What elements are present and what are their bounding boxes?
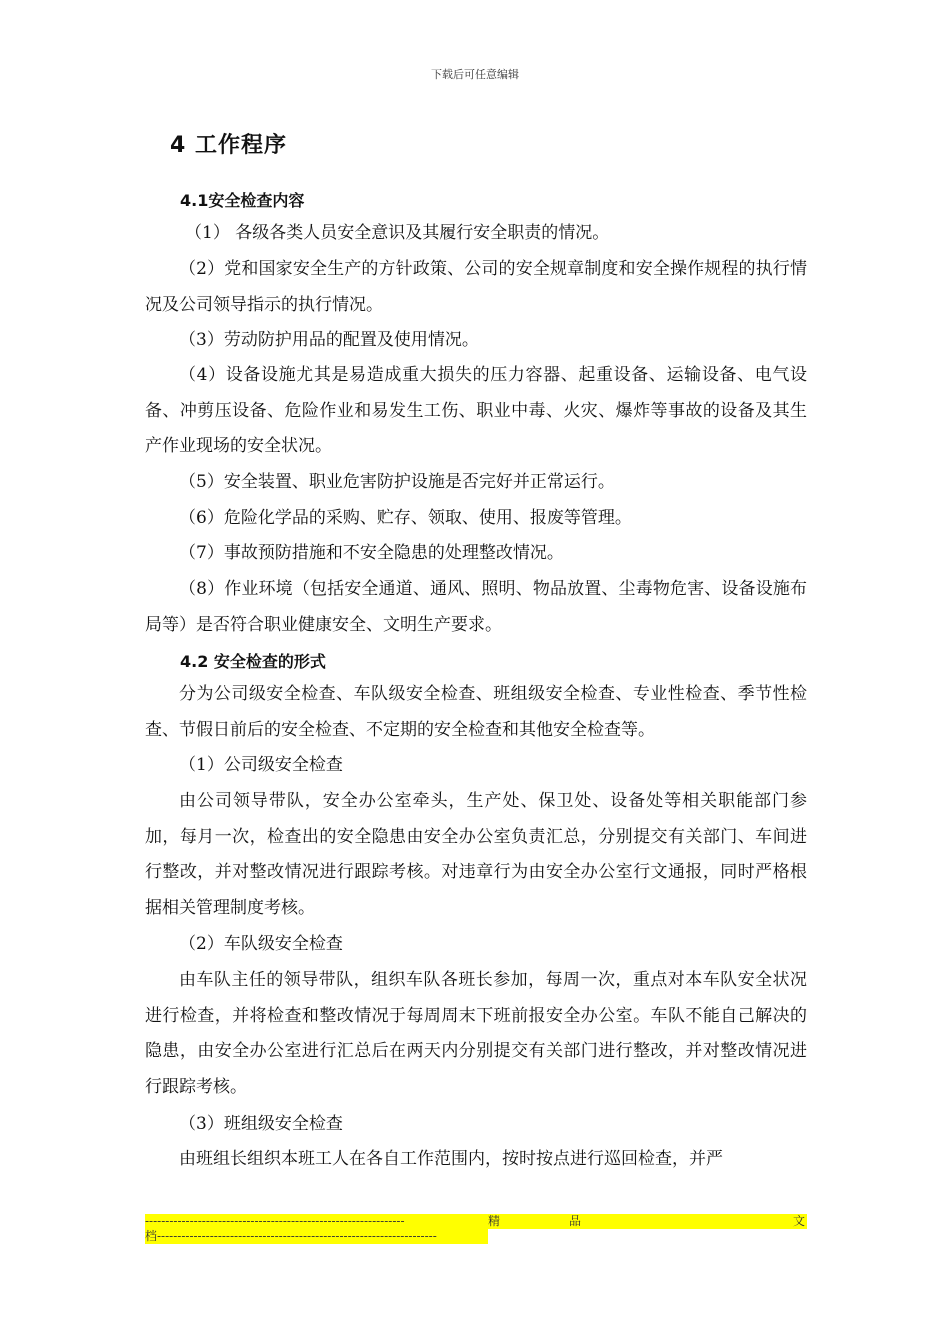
list-item: （6）危险化学品的采购、贮存、领取、使用、报废等管理。 [179, 508, 632, 528]
list-item: （1） 各级各类人员安全意识及其履行安全职责的情况。 [185, 223, 610, 243]
subsection-title-4-1: 4.1安全检查内容 [180, 191, 305, 210]
footer-char: 精 [488, 1214, 501, 1228]
form-3-body: 由班组长组织本班工人在各自工作范围内，按时按点进行巡回检查，并严 [179, 1149, 723, 1169]
form-3-title: （3）班组级安全检查 [179, 1114, 343, 1134]
form-1-title: （1）公司级安全检查 [179, 755, 343, 775]
footer-highlight-line-2 [145, 1229, 488, 1244]
list-item: （2）党和国家安全生产的方针政策、公司的安全规章制度和安全操作规程的执行情况及公司领导指示的执行情况。 [145, 259, 807, 315]
footer-line-2: 档--------------------------------------------------------------------- [145, 1229, 437, 1243]
footer-char: 品 [569, 1214, 582, 1228]
forms-intro: 分为公司级安全检查、车队级安全检查、班组级安全检查、专业性检查、季节性检查、节假日前后的安全检查、不定期的安全检查和其他安全检查等。 [145, 684, 807, 740]
list-item: （8）作业环境（包括安全通道、通风、照明、物品放置、尘毒物危害、设备设施布局等）是否符合职业健康安全、文明生产要求。 [145, 579, 807, 635]
footer-char: 文 [793, 1214, 806, 1228]
form-1-body: 由公司领导带队，安全办公室牵头，生产处、保卫处、设备处等相关职能部门参加，每月一次，检查出的安全隐患由安全办公室负责汇总，分别提交有关部门、车间进行整改，并对整改情况进行跟踪考核。对违章行为由安全办公室行文通报，同时严格根据相关管理制度考核。 [145, 791, 807, 918]
list-item: （3）劳动防护用品的配置及使用情况。 [179, 330, 479, 350]
form-2-title: （2）车队级安全检查 [179, 934, 343, 954]
list-item: （4）设备设施尤其是易造成重大损失的压力容器、起重设备、运输设备、电气设备、冲剪压设备、危险作业和易发生工伤、职业中毒、火灾、爆炸等事故的设备及其生产作业现场的安全状况。 [145, 365, 807, 456]
form-2-body: 由车队主任的领导带队，组织车队各班长参加，每周一次，重点对本车队安全状况进行检查，并将检查和整改情况于每周周末下班前报安全办公室。车队不能自己解决的隐患，由安全办公室进行汇总后在两天内分别提交有关部门进行整改，并对整改情况进行跟踪考核。 [145, 970, 807, 1097]
footer-highlight-line-1 [145, 1214, 807, 1229]
page-header: 下载后可任意编辑 [431, 68, 519, 81]
section-title: 4 工作程序 [170, 133, 287, 158]
list-item: （7）事故预防措施和不安全隐患的处理整改情况。 [179, 543, 564, 563]
footer-dashes: ---------------------------------------------------------------- [145, 1214, 405, 1228]
subsection-title-4-2: 4.2 安全检查的形式 [180, 652, 326, 671]
list-item: （5）安全装置、职业危害防护设施是否完好并正常运行。 [179, 472, 615, 492]
page-footer [145, 1214, 807, 1244]
